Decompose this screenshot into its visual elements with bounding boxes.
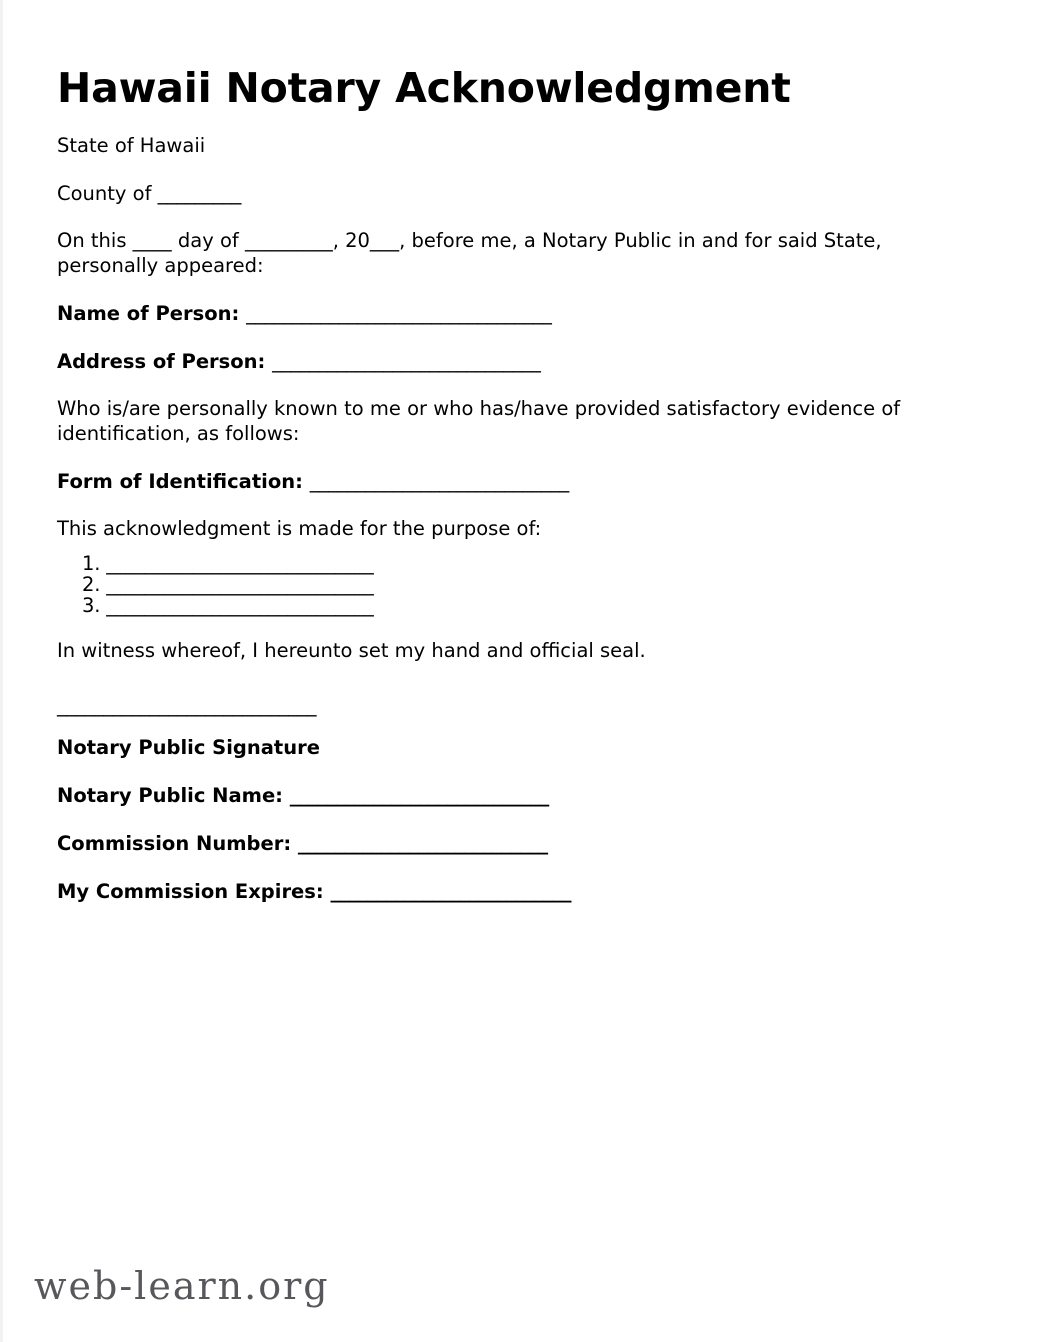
county-blank[interactable]: _________ [157, 182, 241, 206]
notary-name-label: Notary Public Name: [57, 784, 290, 808]
commission-expires-blank[interactable]: __________________________ [330, 880, 571, 904]
form-of-identification-field [57, 446, 949, 494]
appearance-paragraph: On this ____ day of _________, 20___, before me, a Notary Public in and for said State, personally appeared: [57, 229, 882, 278]
county-line [57, 158, 949, 206]
purpose-list [57, 541, 949, 616]
commission-number-blank[interactable]: ___________________________ [297, 832, 548, 856]
name-of-person-field [57, 278, 949, 326]
purpose-intro: This acknowledgment is made for the purpose of: [57, 517, 542, 541]
name-of-person-blank[interactable]: _________________________________ [246, 302, 552, 326]
form-of-identification-blank[interactable]: ____________________________ [309, 470, 569, 494]
notary-name-field [57, 760, 949, 808]
page-title: Hawaii Notary Acknowledgment [57, 64, 791, 112]
form-of-identification-label: Form of Identification: [57, 470, 310, 494]
list-item[interactable]: 1. ____________________________ [82, 552, 374, 576]
document-content [57, 0, 949, 904]
address-of-person-blank[interactable]: _____________________________ [272, 350, 541, 374]
signature-line[interactable]: ____________________________ [57, 694, 316, 718]
commission-number-label: Commission Number: [57, 832, 298, 856]
commission-expires-label: My Commission Expires: [57, 880, 331, 904]
list-item[interactable]: 2. ____________________________ [82, 573, 374, 597]
page-left-edge [0, 0, 3, 1342]
identification-paragraph: Who is/are personally known to me or who has/have provided satisfactory evidence of identification, as follows: [57, 397, 901, 446]
commission-number-field [57, 808, 949, 856]
site-watermark: web-learn.org [34, 1264, 330, 1308]
list-item[interactable]: 3. ____________________________ [82, 594, 374, 618]
signature-caption: Notary Public Signature [57, 736, 320, 760]
notary-name-blank[interactable]: ____________________________ [289, 784, 549, 808]
state-line: State of Hawaii [57, 134, 206, 158]
address-of-person-label: Address of Person: [57, 350, 273, 374]
witness-paragraph: In witness whereof, I hereunto set my hand and official seal. [57, 639, 646, 663]
county-label: County of [57, 182, 158, 206]
name-of-person-label: Name of Person: [57, 302, 247, 326]
address-of-person-field [57, 326, 949, 374]
commission-expires-field [57, 856, 949, 904]
